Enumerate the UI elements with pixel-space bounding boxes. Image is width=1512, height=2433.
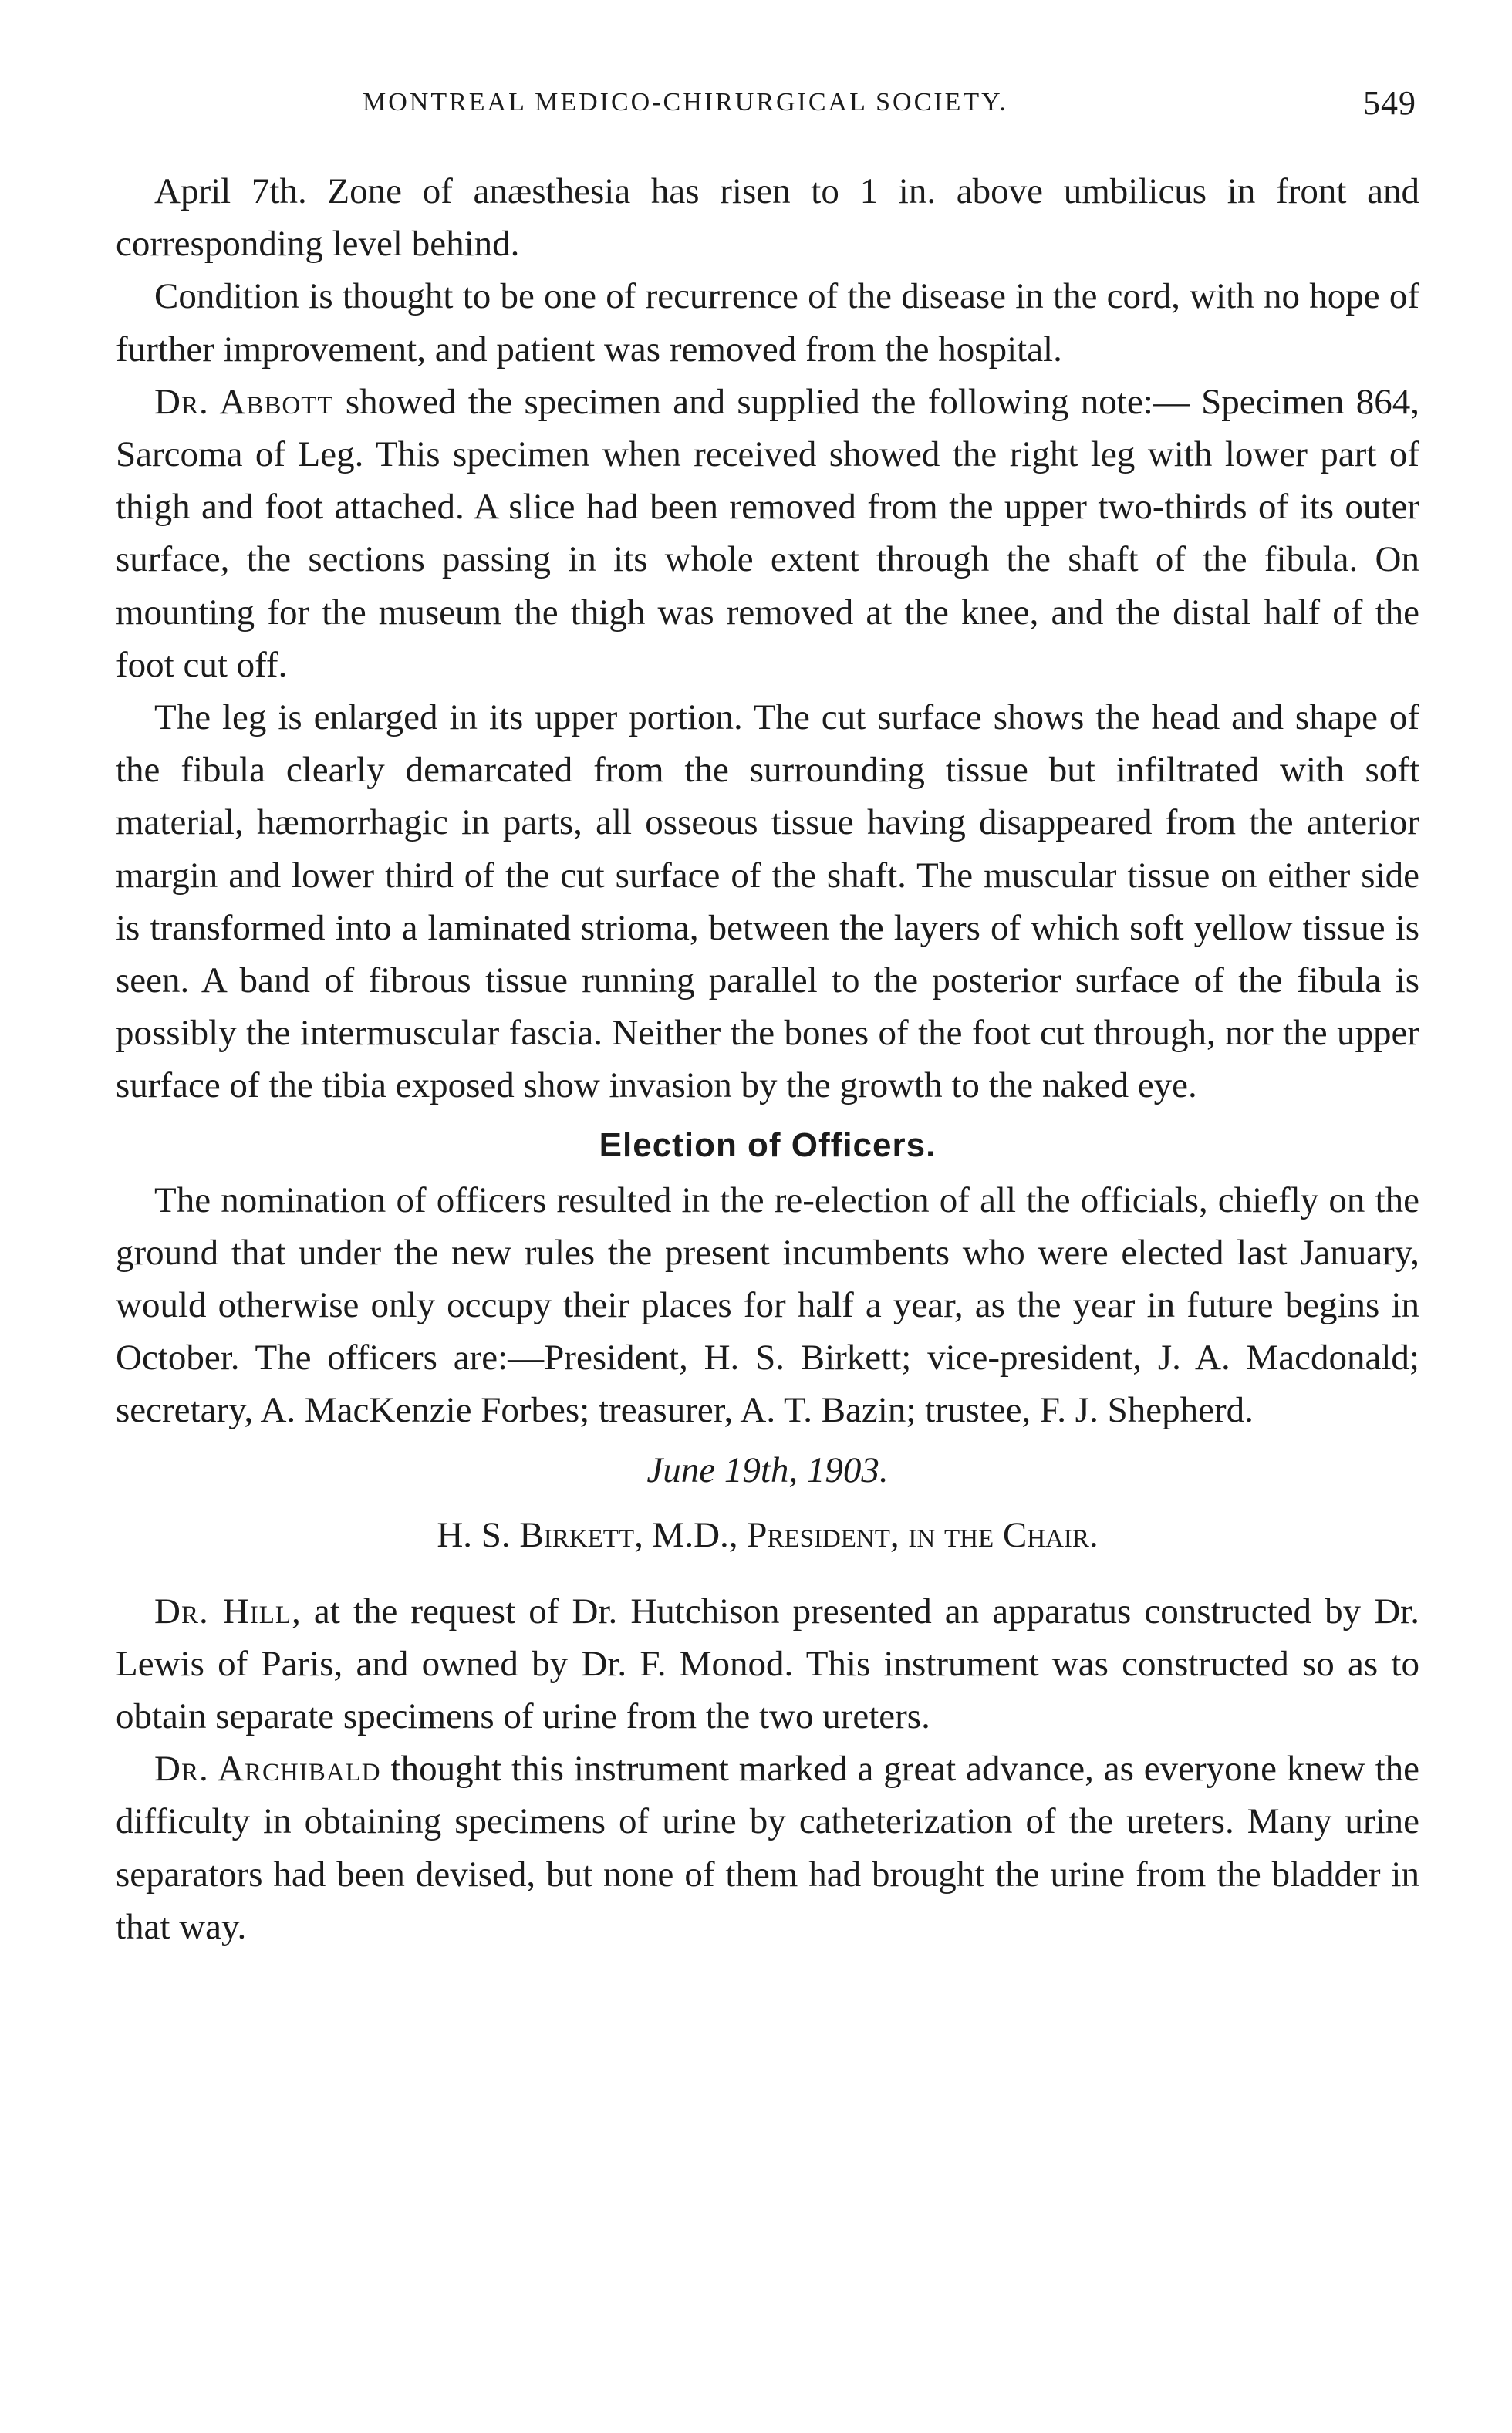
hill-paragraph: [116, 1585, 1419, 1743]
meeting-date: June 19th, 1903.: [646, 1449, 889, 1490]
condition-paragraph: Condition is thought to be one of recurrence of the disease in the cord, with no hope of further improvement, and patient was removed from the hospital.: [116, 276, 1419, 370]
chair-line: [116, 1508, 1419, 1562]
abbott-note-paragraph: [116, 376, 1419, 691]
speaker-name: Dr. Hill: [154, 1591, 292, 1632]
chair-degree: , M.D.,: [634, 1514, 748, 1555]
chair-role: President, in the Chair.: [747, 1514, 1099, 1555]
running-head: [116, 77, 1419, 133]
chair-name: H. S. Birkett: [437, 1514, 635, 1555]
archibald-paragraph: [116, 1743, 1419, 1953]
journal-page: [116, 77, 1419, 1953]
case-note-paragraph: April 7th. Zone of anæsthesia has risen to 1 in. above umbilicus in front and corresponding level behind.: [116, 171, 1419, 265]
abbott-note-text: showed the specimen and supplied the following note:— Specimen 864, Sarcoma of Leg. This specimen when received showed the right leg with lower part of thigh and foot attached. A slice had been removed from the upper two-thirds of its outer surface, the sections passing in its whole extent through the shaft of the fibula. On mounting for the museum the thigh was removed at the knee, and the distal half of the foot cut off.: [116, 381, 1419, 685]
running-title: MONTREAL MEDICO-CHIRURGICAL SOCIETY.: [363, 88, 1008, 116]
speaker-name: Dr. Archibald: [154, 1749, 381, 1790]
page-number: 549: [1363, 84, 1416, 122]
speaker-name: Dr. Abbott: [154, 381, 334, 422]
election-paragraph: The nomination of officers resulted in the re-election of all the officials, chiefly on the ground that under the new rules the present incumbents who were elected last January, would otherwise only occupy their places for half a year, as the year in future begins in October. The officers are:—President, H. S. Birkett; vice-president, J. A. Macdonald; secretary, A. MacKenzie Forbes; treasurer, A. T. Bazin; trustee, F. J. Shepherd.: [116, 1179, 1419, 1431]
specimen-description-paragraph: The leg is enlarged in its upper portion. The cut surface shows the head and shape of the fibula clearly demarcated from the surrounding tissue but infiltrated with soft material, hæmorrhagic in parts, all osseous tissue having disappeared from the anterior margin and lower third of the cut surface of the shaft. The muscular tissue on either side is transformed into a laminated strioma, between the layers of which soft yellow tissue is seen. A band of fibrous tissue running parallel to the posterior surface of the fibula is possibly the intermuscular fascia. Neither the bones of the foot cut through, nor the upper surface of the tibia exposed show invasion by the growth to the naked eye.: [116, 697, 1419, 1106]
section-heading: Election of Officers.: [599, 1125, 937, 1164]
archibald-text: thought this instrument marked a great advance, as everyone knew the difficulty in obtaining specimens of urine by catheterization of the ureters. Many urine separators had been devised, but none of them had brought the urine from the bladder in that way.: [116, 1749, 1419, 1947]
hill-text: , at the request of Dr. Hutchison presented an apparatus constructed by Dr. Lewis of Paris, and owned by Dr. F. Monod. This instrument was constructed so as to obtain separate specimens of urine from the two ureters.: [116, 1591, 1419, 1737]
